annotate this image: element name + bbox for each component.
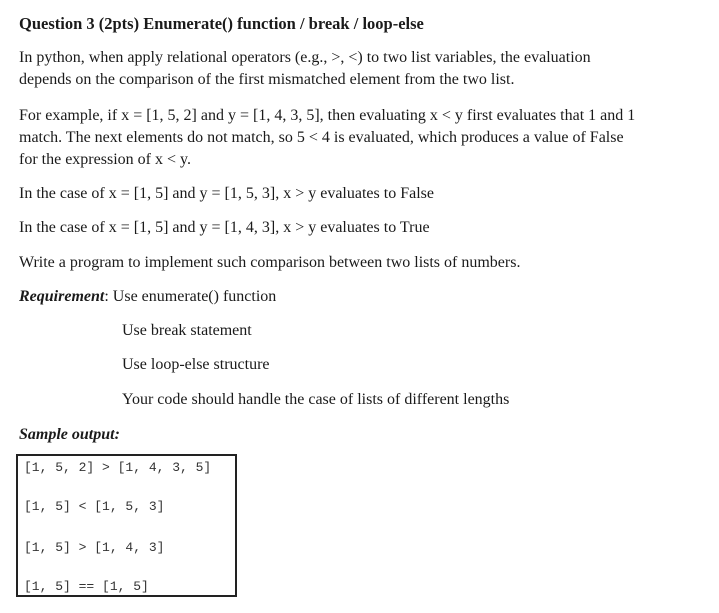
paragraph1-line2: depends on the comparison of the first mismatched element from the two list. [19,71,515,88]
sample-output-box [16,454,237,597]
paragraph2-line3: for the expression of x < y. [19,151,191,168]
paragraph2-line2: match. The next elements do not match, so 5 < 4 is evaluated, which produces a value of False [19,129,624,146]
case2-text: In the case of x = [1, 5] and y = [1, 4, 3], x > y evaluates to True [19,219,430,236]
requirement-item-loop-else: Use loop-else structure [122,356,270,373]
output-line-3: [1, 5] > [1, 4, 3] [24,540,165,555]
case1-text: In the case of x = [1, 5] and y = [1, 5, 3], x > y evaluates to False [19,185,434,202]
output-line-4: [1, 5] == [1, 5] [24,579,149,594]
task-text: Write a program to implement such comparison between two lists of numbers. [19,254,521,271]
output-line-2: [1, 5] < [1, 5, 3] [24,499,165,514]
requirement-line [19,287,276,307]
paragraph1-line1: In python, when apply relational operators (e.g., >, <) to two list variables, the evaluation [19,49,591,66]
requirement-item-break: Use break statement [122,322,252,339]
requirement-first: : Use enumerate() function [104,288,277,305]
question-title: Question 3 (2pts) Enumerate() function / break / loop-else [19,14,424,33]
paragraph2-line1: For example, if x = [1, 5, 2] and y = [1, 4, 3, 5], then evaluating x < y first evaluates that 1 and 1 [19,107,636,124]
output-line-1: [1, 5, 2] > [1, 4, 3, 5] [24,460,212,475]
sample-output-label: Sample output: [19,426,120,443]
requirement-label: Requirement [19,288,105,305]
requirement-item-lengths: Your code should handle the case of lists of different lengths [122,391,510,408]
